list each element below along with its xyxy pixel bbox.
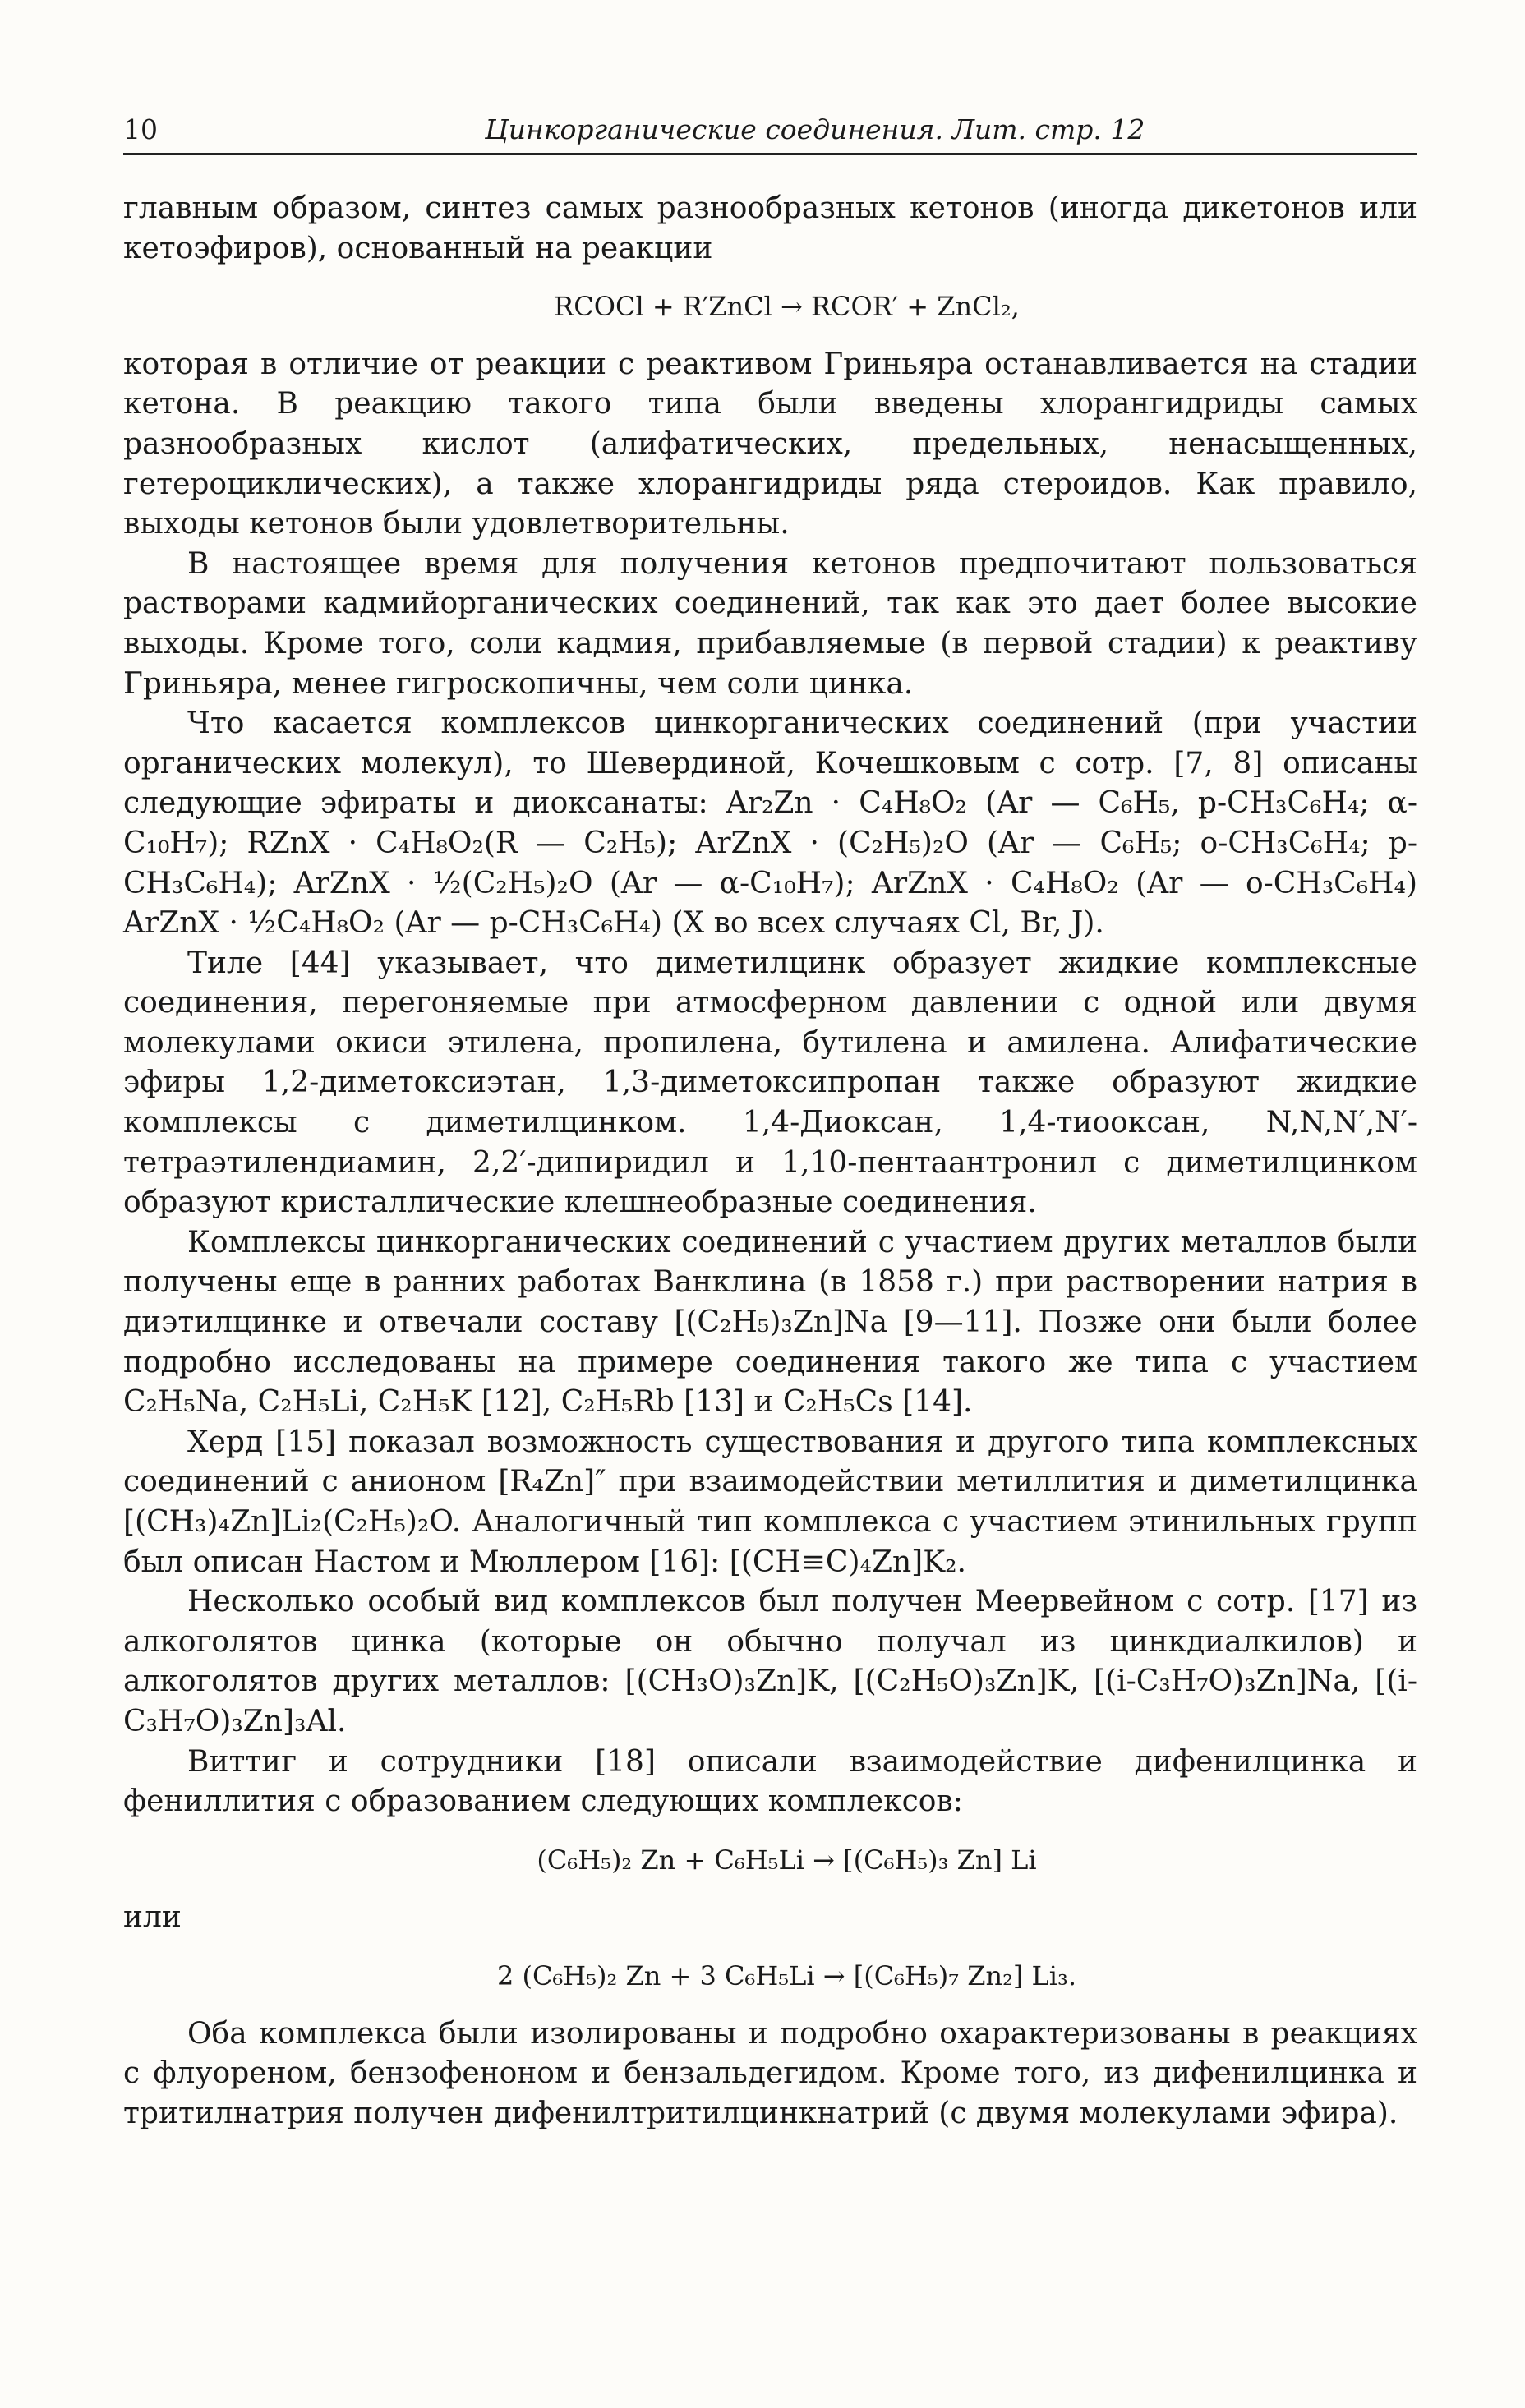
paragraph-4: Что касается комплексов цинкорганических соединений (при участии органических молекул), то Шевердиной, Кочешковым с сотр. [7, 8] описаны следующие эфираты и диоксанаты: Ar₂Zn · C₄H₈O₂ (Ar — C₆H₅, p-CH₃C₆H₄; α-C₁₀H₇); RZnX · C₄H₈O₂(R — C₂H₅); ArZnX · (C₂H₅)₂O (Ar — C₆H₅; o-CH₃C₆H₄; p-CH₃C₆H₄); ArZnX · ½(C₂H₅)₂O (Ar — α-C₁₀H₇); ArZnX · C₄H₈O₂ (Ar — o-CH₃C₆H₄) ArZnX · ½C₄H₈O₂ (Ar — p-CH₃C₆H₄) (X во всех случаях Cl, Br, J). (123, 707, 1417, 941)
equation-ketone-synthesis: RCOCl + R′ZnCl → RCOR′ + ZnCl₂, (554, 291, 1020, 323)
paragraph-8: Несколько особый вид комплексов был получен Меервейном с сотр. [17] из алкоголятов цинка (которые он обычно получал из цинкдиалкилов) и алкоголятов других металлов: [(CH₃O)₃Zn]K, [(C₂H₅O)₃Zn]K, [(i-C₃H₇O)₃Zn]Na, [(i-C₃H₇O)₃Zn]₃Al. (123, 1585, 1417, 1738)
page-number: 10 (123, 113, 158, 145)
paragraph-2: которая в отличие от реакции с реактивом Гриньяра останавливается на стадии кетона. В реакцию такого типа были введены хлорангидриды самых разнообразных кислот (алифатических, предельных, ненасыщенных, гетероциклических), а также хлорангидриды ряда стероидов. Как правило, выходы кетонов были удовлетворительны. (123, 347, 1417, 541)
paragraph-5: Тиле [44] указывает, что диметилцинк образует жидкие комплексные соединения, перегоняемые при атмосферном давлении с одной или двумя молекулами окиси этилена, пропилена, бутилена и амилена. Алифатические эфиры 1,2-диметоксиэтан, 1,3-диметоксипропан также образуют жидкие комплексы с диметилцинком. 1,4-Диоксан, 1,4-тиооксан, N,N,N′,N′-тетраэтилендиамин, 2,2′-дипиридил и 1,10-пентаантронил с диметилцинком образуют кристаллические клешнеобразные соединения. (123, 946, 1417, 1220)
running-head: Цинкорганические соединения. Лит. стр. 12 (485, 113, 1145, 145)
page-header (123, 113, 1417, 155)
or-word: или (123, 1900, 182, 1935)
paragraph-9: Виттиг и сотрудники [18] описали взаимодействие дифенилцинка и фениллития с образованием следующих комплексов: (123, 1744, 1417, 1819)
paragraph-7: Херд [15] показал возможность существования и другого типа комплексных соединений с анионом [R₄Zn]″ при взаимодействии метиллития и диметилцинка [(CH₃)₄Zn]Li₂(C₂H₅)₂O. Аналогичный тип комплекса с участием этинильных групп был описан Настом и Мюллером [16]: [(CH≡C)₄Zn]K₂. (123, 1425, 1417, 1579)
equation-complex-2: 2 (C₆H₅)₂ Zn + 3 C₆H₅Li → [(C₆H₅)₇ Zn₂] Li₃. (496, 1959, 1077, 1991)
equation-complex-1: (C₆H₅)₂ Zn + C₆H₅Li → [(C₆H₅)₃ Zn] Li (537, 1844, 1037, 1876)
paragraph-1: главным образом, синтез самых разнообразных кетонов (иногда дикетонов или кетоэфиров), основанный на реакции (123, 191, 1417, 265)
body-text (123, 189, 1417, 2134)
paragraph-3: В настоящее время для получения кетонов предпочитают пользоваться растворами кадмийорганических соединений, так как это дает более высокие выходы. Кроме того, соли кадмия, прибавляемые (в первой стадии) к реактиву Гриньяра, менее гигроскопичны, чем соли цинка. (123, 546, 1417, 701)
paragraph-10: Оба комплекса были изолированы и подробно охарактеризованы в реакциях с флуореном, бензофеноном и бензальдегидом. Кроме того, из дифенилцинка и тритилнатрия получен дифенилтритилцинкнатрий (с двумя молекулами эфира). (123, 2016, 1417, 2130)
paragraph-6: Комплексы цинкорганических соединений с участием других металлов были получены еще в ранних работах Ванклина (в 1858 г.) при растворении натрия в диэтилцинке и отвечали составу [(C₂H₅)₃Zn]Na [9—11]. Позже они были более подробно исследованы на примере соединения такого же типа с участием C₂H₅Na, C₂H₅Li, C₂H₅K [12], C₂H₅Rb [13] и C₂H₅Cs [14]. (123, 1225, 1417, 1420)
